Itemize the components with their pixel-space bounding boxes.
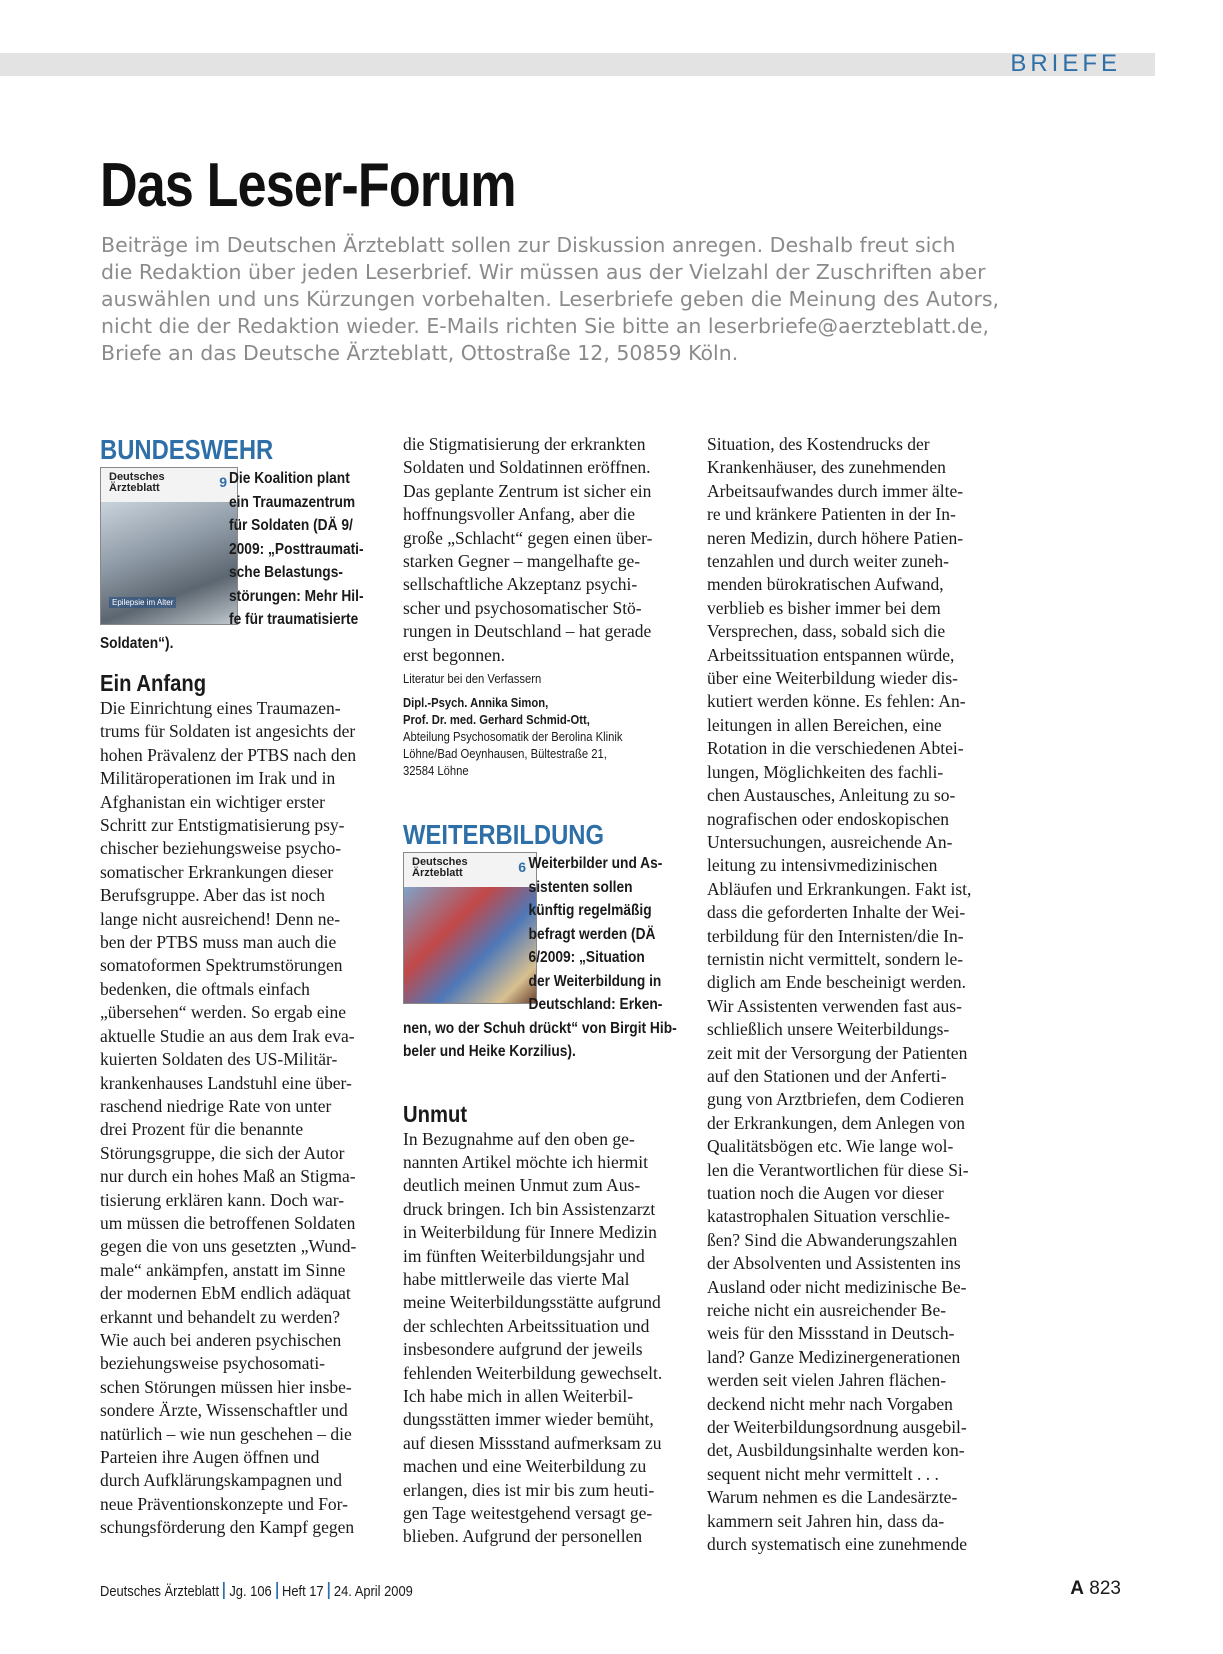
letter-signature: [403, 671, 698, 780]
cover-name-line: Ärzteblatt: [109, 482, 160, 494]
reference-line: künftig regelmäßig: [528, 902, 652, 920]
body-line: schen Störungen müssen hier insbe-: [100, 1376, 352, 1397]
body-line: male“ ankämpfen, anstatt im Sinne: [100, 1259, 346, 1280]
body-line: Berufsgruppe. Aber das ist noch: [100, 885, 326, 906]
footer-date: 24. April 2009: [333, 1583, 413, 1600]
body-line: durch systematisch eine zunehmende: [707, 1534, 967, 1555]
body-line: nografischen oder endoskopischen: [707, 808, 950, 829]
body-line: In Bezugnahme auf den oben ge-: [403, 1128, 635, 1149]
cover-caption: Epilepsie im Alter: [109, 597, 176, 608]
body-line: sondere Ärzte, Wissenschaftler und: [100, 1400, 348, 1421]
body-line: Rotation in die verschiedenen Abtei-: [707, 738, 964, 759]
body-line: ternistin nicht vermittelt, sondern le-: [707, 948, 964, 969]
reference-line: nen, wo der Schuh drückt“ von Birgit Hib-: [403, 1019, 677, 1037]
body-line: blieben. Aufgrund der personellen: [403, 1526, 643, 1547]
body-line: deutlich meinen Unmut zum Aus-: [403, 1175, 641, 1196]
body-line: len die Verantwortlichen für diese Si-: [707, 1159, 969, 1180]
body-line: Wir Assistenten verwenden fast aus-: [707, 995, 962, 1016]
body-line: deckend nicht mehr nach Vorgaben: [707, 1393, 953, 1414]
page-number-value: 823: [1089, 1578, 1121, 1599]
body-line: meine Weiterbildungsstätte aufgrund: [403, 1292, 661, 1313]
body-line: die Stigmatisierung der erkrankten: [403, 434, 646, 454]
page-number: [1070, 1578, 1121, 1600]
body-line: scher und psychosomatischer Stö-: [403, 597, 642, 618]
intro-line: Beiträge im Deutschen Ärzteblatt sollen zur Diskussion anregen. Deshalb freut sich: [101, 233, 956, 257]
body-line: lungen, Möglichkeiten des fachli-: [707, 761, 944, 782]
body-line: erst begonnen.: [403, 644, 506, 665]
reference-line: sche Belastungs-: [229, 564, 343, 581]
body-line: Ausland oder nicht medizinische Be-: [707, 1276, 967, 1297]
literature-note: Literatur bei den Verfassern: [403, 672, 542, 687]
body-line: neue Präventionskonzepte und For-: [100, 1493, 348, 1514]
body-line: der Absolventen und Assistenten ins: [707, 1253, 961, 1274]
reference-line: Deutschland: Erken-: [528, 996, 663, 1014]
body-line: Untersuchungen, ausreichende An-: [707, 831, 953, 852]
body-line: somatischer Erkrankungen dieser: [100, 861, 334, 882]
reference-text-full: [403, 1017, 698, 1064]
body-line: starken Gegner – mangelhafte ge-: [403, 551, 641, 572]
page-title: Das Leser-Forum: [100, 151, 516, 220]
body-line: sellschaftliche Akzeptanz psychi-: [403, 574, 638, 595]
author-name: Prof. Dr. med. Gerhard Schmid-Ott,: [403, 713, 590, 728]
body-line: chischer beziehungsweise psycho-: [100, 838, 342, 859]
cover-issue-number: 9: [219, 474, 227, 490]
body-line: hohen Prävalenz der PTBS nach den: [100, 744, 357, 765]
letter-body: [100, 697, 395, 1540]
body-line: hoffnungsvoller Anfang, aber die: [403, 504, 635, 525]
section-label: BRIEFE: [1010, 50, 1121, 77]
body-line: der Erkrankungen, dem Anlegen von: [707, 1112, 966, 1133]
body-line: über eine Weiterbildung wieder dis-: [707, 668, 958, 689]
body-line: Parteien ihre Augen öffnen und: [100, 1447, 320, 1467]
body-line: gung von Arztbriefen, dem Codieren: [707, 1089, 965, 1110]
reference-line: der Weiterbildung in: [528, 972, 662, 990]
body-line: Versprechen, dass, sobald sich die: [707, 621, 946, 642]
body-line: der modernen EbM endlich adäquat: [100, 1283, 351, 1304]
body-line: trums für Soldaten ist angesichts der: [100, 721, 356, 742]
rubric-bundeswehr: BUNDESWEHR: [100, 434, 274, 465]
body-line: auf den Stationen und der Anferti-: [707, 1065, 947, 1086]
body-line: nannten Artikel möchte ich hiermit: [403, 1151, 648, 1172]
footer-journal: Deutsches Ärzteblatt: [100, 1583, 220, 1600]
column-2: [403, 433, 698, 1549]
body-line: drei Prozent für die benannte: [100, 1119, 304, 1140]
body-line: kuierten Soldaten des US-Militär-: [100, 1049, 338, 1070]
footer-issue: Heft 17: [281, 1583, 324, 1600]
body-line: Schritt zur Entstigmatisierung psy-: [100, 815, 345, 836]
body-line: insbesondere aufgrund der jeweils: [403, 1339, 643, 1360]
body-line: gen Tage weitestgehend versagt ge-: [403, 1503, 653, 1524]
body-line: beziehungsweise psychosomati-: [100, 1353, 326, 1374]
letter-heading: Unmut: [403, 1100, 468, 1127]
body-line: sequent nicht mehr vermittelt . . .: [707, 1463, 939, 1484]
body-line: druck bringen. Ich bin Assistenzarzt: [403, 1198, 656, 1219]
body-line: neren Medizin, durch höhere Patien-: [707, 527, 964, 548]
rubric-weiterbildung: WEITERBILDUNG: [403, 819, 604, 851]
footer-separator: [276, 1582, 278, 1599]
body-line: machen und eine Weiterbildung zu: [403, 1456, 647, 1477]
body-line: somatoformen Spektrumstörungen: [100, 955, 343, 976]
body-line: fehlenden Weiterbildung gewechselt.: [403, 1362, 663, 1383]
footer-separator: [328, 1582, 330, 1599]
footer-citation: [100, 1582, 413, 1600]
body-line: Militäroperationen im Irak und in: [100, 768, 336, 789]
body-line: rungen in Deutschland – hat gerade: [403, 621, 652, 642]
letter-body-continued: [707, 433, 1007, 1557]
column-1: [100, 433, 395, 1540]
body-line: habe mittlerweile das vierte Mal: [403, 1269, 630, 1289]
letter-body: [403, 1128, 698, 1549]
body-line: land? Ganze Medizinergenerationen: [707, 1346, 961, 1367]
body-line: schließlich unsere Weiterbildungs-: [707, 1019, 950, 1040]
body-line: in Weiterbildung für Innere Medizin: [403, 1222, 657, 1243]
intro-paragraph: [101, 232, 1001, 367]
cover-issue-number: 6: [518, 859, 526, 876]
body-line: tisierung erklären kann. Doch war-: [100, 1189, 345, 1210]
author-affiliation: 32584 Löhne: [403, 764, 469, 779]
body-line: um müssen die betroffenen Soldaten: [100, 1212, 356, 1233]
body-line: aktuelle Studie an aus dem Irak eva-: [100, 1025, 355, 1046]
body-line: krankenhauses Landstuhl eine über-: [100, 1072, 352, 1093]
body-line: kammern seit Jahren hin, dass da-: [707, 1510, 945, 1531]
cover-name-line: Deutsches: [412, 856, 468, 869]
body-line: weis für den Missstand in Deutsch-: [707, 1323, 955, 1344]
footer-volume: Jg. 106: [229, 1583, 272, 1600]
body-line: Ich habe mich in allen Weiterbil-: [403, 1386, 634, 1407]
letter-body-continued: [403, 433, 698, 667]
body-line: erlangen, dies ist mir bis zum heuti-: [403, 1479, 655, 1500]
reference-line: Soldaten“).: [100, 634, 174, 652]
reference-line: 6/2009: „Situation: [528, 949, 645, 967]
body-line: kutiert werden könne. Es fehlen: An-: [707, 691, 966, 712]
body-line: Die Einrichtung eines Traumazen-: [100, 698, 341, 718]
body-line: nur durch ein hohes Maß an Stigma-: [100, 1166, 356, 1187]
body-line: Arbeitsaufwandes durch immer älte-: [707, 480, 964, 501]
body-line: reiche nicht ein ausreichender Be-: [707, 1300, 947, 1321]
body-line: natürlich – wie nun geschehen – die: [100, 1423, 352, 1444]
reference-text: [403, 852, 698, 1017]
body-line: erkannt und behandelt zu werden?: [100, 1306, 341, 1327]
body-line: Arbeitssituation entspannen würde,: [707, 644, 955, 665]
letter-heading: Ein Anfang: [100, 670, 207, 696]
body-line: im fünften Weiterbildungsjahr und: [403, 1245, 645, 1266]
body-line: Soldaten und Soldatinnen eröffnen.: [403, 457, 651, 478]
body-line: zeit mit der Versorgung der Patienten: [707, 1042, 968, 1063]
body-line: raschend niedrige Rate von unter: [100, 1095, 332, 1116]
page-prefix: A: [1070, 1578, 1085, 1599]
body-line: große „Schlacht“ gegen einen über-: [403, 527, 653, 548]
intro-line: Briefe an das Deutsche Ärzteblatt, Ottostraße 12, 50859 Köln.: [101, 341, 739, 365]
body-line: ben der PTBS muss man auch die: [100, 932, 337, 953]
reference-text: [100, 467, 395, 655]
body-line: terbildung für den Internisten/die In-: [707, 925, 964, 946]
body-line: Qualitätsbögen etc. Wie lange wol-: [707, 1136, 954, 1157]
author-affiliation: Löhne/Bad Oeynhausen, Bültestraße 21,: [403, 747, 607, 762]
body-line: tuation noch die Augen vor dieser: [707, 1183, 944, 1203]
body-line: re und kränkere Patienten in der In-: [707, 504, 956, 525]
body-line: durch Aufklärungskampagnen und: [100, 1470, 343, 1491]
reference-line: ein Traumazentrum: [229, 493, 356, 511]
reference-line: sistenten sollen: [528, 878, 633, 896]
body-line: Wie auch bei anderen psychischen: [100, 1329, 342, 1350]
body-line: chen Austausches, Anleitung zu so-: [707, 785, 956, 806]
cover-name-line: Deutsches: [109, 471, 165, 483]
body-line: verblieb es bisher immer bei dem: [707, 597, 941, 618]
body-line: dungsstätten immer wieder bemüht,: [403, 1409, 654, 1430]
reference-line: fe für traumatisierte: [229, 611, 359, 628]
reference-line: für Soldaten (DÄ 9/: [229, 517, 353, 534]
body-line: schungsförderung den Kampf gegen: [100, 1517, 355, 1538]
author-affiliation: Abteilung Psychosomatik der Berolina Klinik: [403, 730, 623, 745]
article-reference: [100, 467, 395, 655]
intro-line: auswählen und uns Kürzungen vorbehalten. Leserbriefe geben die Meinung des Autors,: [101, 287, 1000, 311]
body-line: leitung zu intensivmedizinischen: [707, 855, 938, 876]
column-3: [707, 433, 1007, 1557]
body-line: leitungen in allen Bereichen, eine: [707, 714, 942, 735]
body-line: det, Ausbildungsinhalte werden kon-: [707, 1440, 965, 1461]
body-line: ßen? Sind die Abwanderungszahlen: [707, 1229, 958, 1250]
intro-line: die Redaktion über jeden Leserbrief. Wir müssen aus der Vielzahl der Zuschriften aber: [101, 260, 986, 284]
body-line: diglich am Ende bescheinigt werden.: [707, 972, 967, 993]
body-line: bedenken, die oftmals einfach: [100, 978, 310, 999]
reference-line: befragt werden (DÄ: [528, 925, 656, 943]
body-line: Störungsgruppe, die sich der Autor: [100, 1142, 345, 1163]
body-line: Afghanistan ein wichtiger erster: [100, 791, 325, 812]
body-line: Warum nehmen es die Landesärzte-: [707, 1487, 958, 1508]
body-line: auf diesen Missstand aufmerksam zu: [403, 1432, 662, 1453]
body-line: Das geplante Zentrum ist sicher ein: [403, 480, 652, 501]
reference-line: störungen: Mehr Hil-: [229, 587, 364, 605]
intro-line: nicht die der Redaktion wieder. E-Mails richten Sie bitte an leserbriefe@aerzteblatt.de,: [101, 314, 990, 338]
body-line: lange nicht ausreichend! Denn ne-: [100, 908, 341, 929]
body-line: werden seit vielen Jahren flächen-: [707, 1370, 947, 1391]
footer-separator: [223, 1582, 225, 1599]
cover-name-line: Ärzteblatt: [412, 867, 463, 880]
body-line: katastrophalen Situation verschlie-: [707, 1206, 950, 1227]
reference-line: 2009: „Posttraumati-: [229, 540, 364, 558]
body-line: Situation, des Kostendrucks der: [707, 434, 930, 454]
body-line: der schlechten Arbeitssituation und: [403, 1315, 650, 1336]
body-line: menden bürokratischen Aufwand,: [707, 574, 944, 595]
body-line: „übersehen“ werden. So ergab eine: [100, 1002, 347, 1023]
body-line: tenzahlen und durch weiter zuneh-: [707, 551, 949, 572]
reference-line: Die Koalition plant: [229, 470, 350, 487]
body-line: gegen die von uns gesetzten „Wund-: [100, 1236, 357, 1257]
body-line: Krankenhäuser, des zunehmenden: [707, 457, 946, 478]
body-line: dass die geforderten Inhalte der Wei-: [707, 902, 966, 923]
body-line: Abläufen und Erkrankungen. Fakt ist,: [707, 878, 972, 899]
header-bar: [0, 53, 1155, 76]
reference-line: Weiterbilder und As-: [528, 855, 663, 873]
article-reference: [403, 852, 698, 1017]
author-name: Dipl.-Psych. Annika Simon,: [403, 696, 549, 711]
body-line: der Weiterbildungsordnung ausgebil-: [707, 1417, 967, 1438]
reference-line: beler und Heike Korzilius).: [403, 1043, 576, 1061]
